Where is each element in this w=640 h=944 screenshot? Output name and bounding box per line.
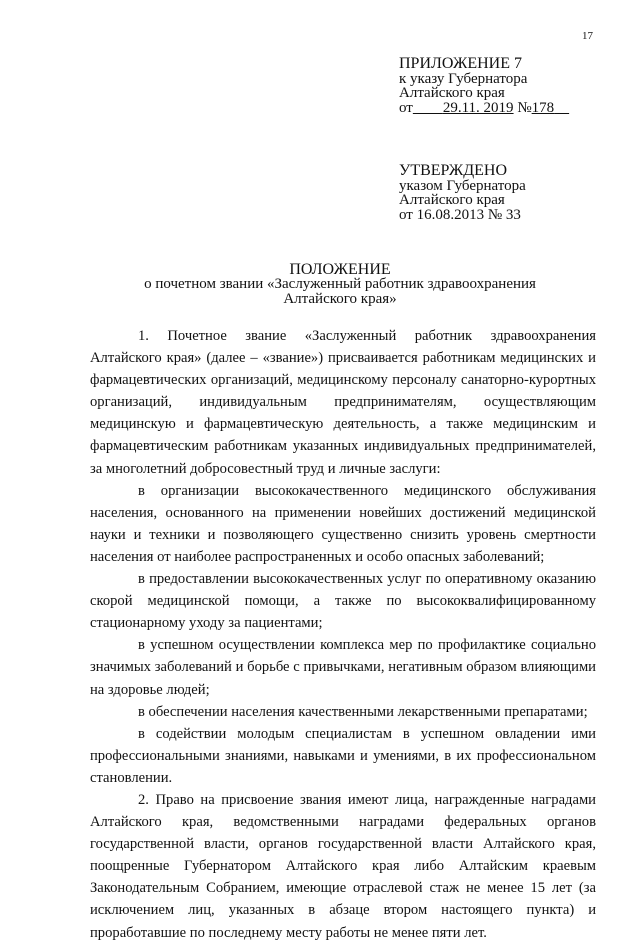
page-number: 17 <box>582 30 593 42</box>
document-heading <box>80 262 600 307</box>
paragraph-1: 1. Почетное звание «Заслуженный работник здравоохранения Алтайского края» (далее – «звание») присваивается работникам медицинских и фармацевтических организаций, медицинскому персоналу санаторно-курортных организаций, индивидуальным предпринимателям, осуществляющим медицинскую и фармацевтическую деятельность, а также медицинским и фармацевтическим работникам указанных индивидуальных предпринимателей, за многолетний добросовестный труд и личные заслуги: <box>90 328 596 477</box>
document-subtitle-line-2: Алтайского края» <box>283 291 397 307</box>
appendix-title: ПРИЛОЖЕНИЕ 7 <box>399 55 523 72</box>
appendix-line-1: к указу Губернатора <box>399 70 528 87</box>
document-subtitle-line-1: о почетном звании «Заслуженный работник здравоохранения <box>144 276 536 292</box>
paragraph-3: в предоставлении высококачественных услуг по оперативному оказанию скорой медицинской помощи, а также по высококвалифицированному стационарному уходу за пациентами; <box>90 571 596 632</box>
paragraph-6: в содействии молодым специалистам в успешном овладении ими профессиональными знаниями, навыками и умениями, в их профессиональном становлении. <box>90 725 596 786</box>
document-body <box>90 325 596 944</box>
approved-line-3: от 16.08.2013 № 33 <box>399 206 521 223</box>
paragraph-7: 2. Право на присвоение звания имеют лица, награжденные наградами Алтайского края, ведомственными наградами федеральных органов государственной власти, органов государственной власти Алтайского края, поощренные Губернатором Алтайского края либо Алтайским краевым Законодательным Собранием, имеющие отраслевой стаж не менее 15 лет (за исключением лиц, указанных в абзаце втором настоящего пункта) и проработавшие по последнему месту работы не менее пяти лет. <box>90 791 596 941</box>
approved-title: УТВЕРЖДЕНО <box>399 162 508 179</box>
paragraph-2: в организации высококачественного медицинского обслуживания населения, основанного на применении новейших достижений медицинской науки и техники и позволяющего существенно снизить уровень смертности населения от наиболее распространенных и особо опасных заболеваний; <box>90 482 596 565</box>
appendix-date-line <box>399 101 569 116</box>
approved-block <box>399 164 526 222</box>
approved-line-2: Алтайского края <box>399 192 505 208</box>
document-title: ПОЛОЖЕНИЕ <box>289 261 391 278</box>
appendix-line-2: Алтайского края <box>399 85 505 101</box>
appendix-number-prefix: № <box>517 99 532 116</box>
appendix-block <box>399 57 569 115</box>
paragraph-5: в обеспечении населения качественными лекарственными препаратами; <box>138 703 588 720</box>
appendix-number: 178 <box>531 99 555 116</box>
appendix-date: 29.11. 2019 <box>442 99 514 116</box>
appendix-date-prefix: от <box>399 99 413 116</box>
approved-line-1: указом Губернатора <box>399 177 526 194</box>
paragraph-4: в успешном осуществлении комплекса мер по профилактике социально значимых заболеваний и борьбе с привычками, негативным образом влияющими на здоровье людей; <box>90 637 596 698</box>
